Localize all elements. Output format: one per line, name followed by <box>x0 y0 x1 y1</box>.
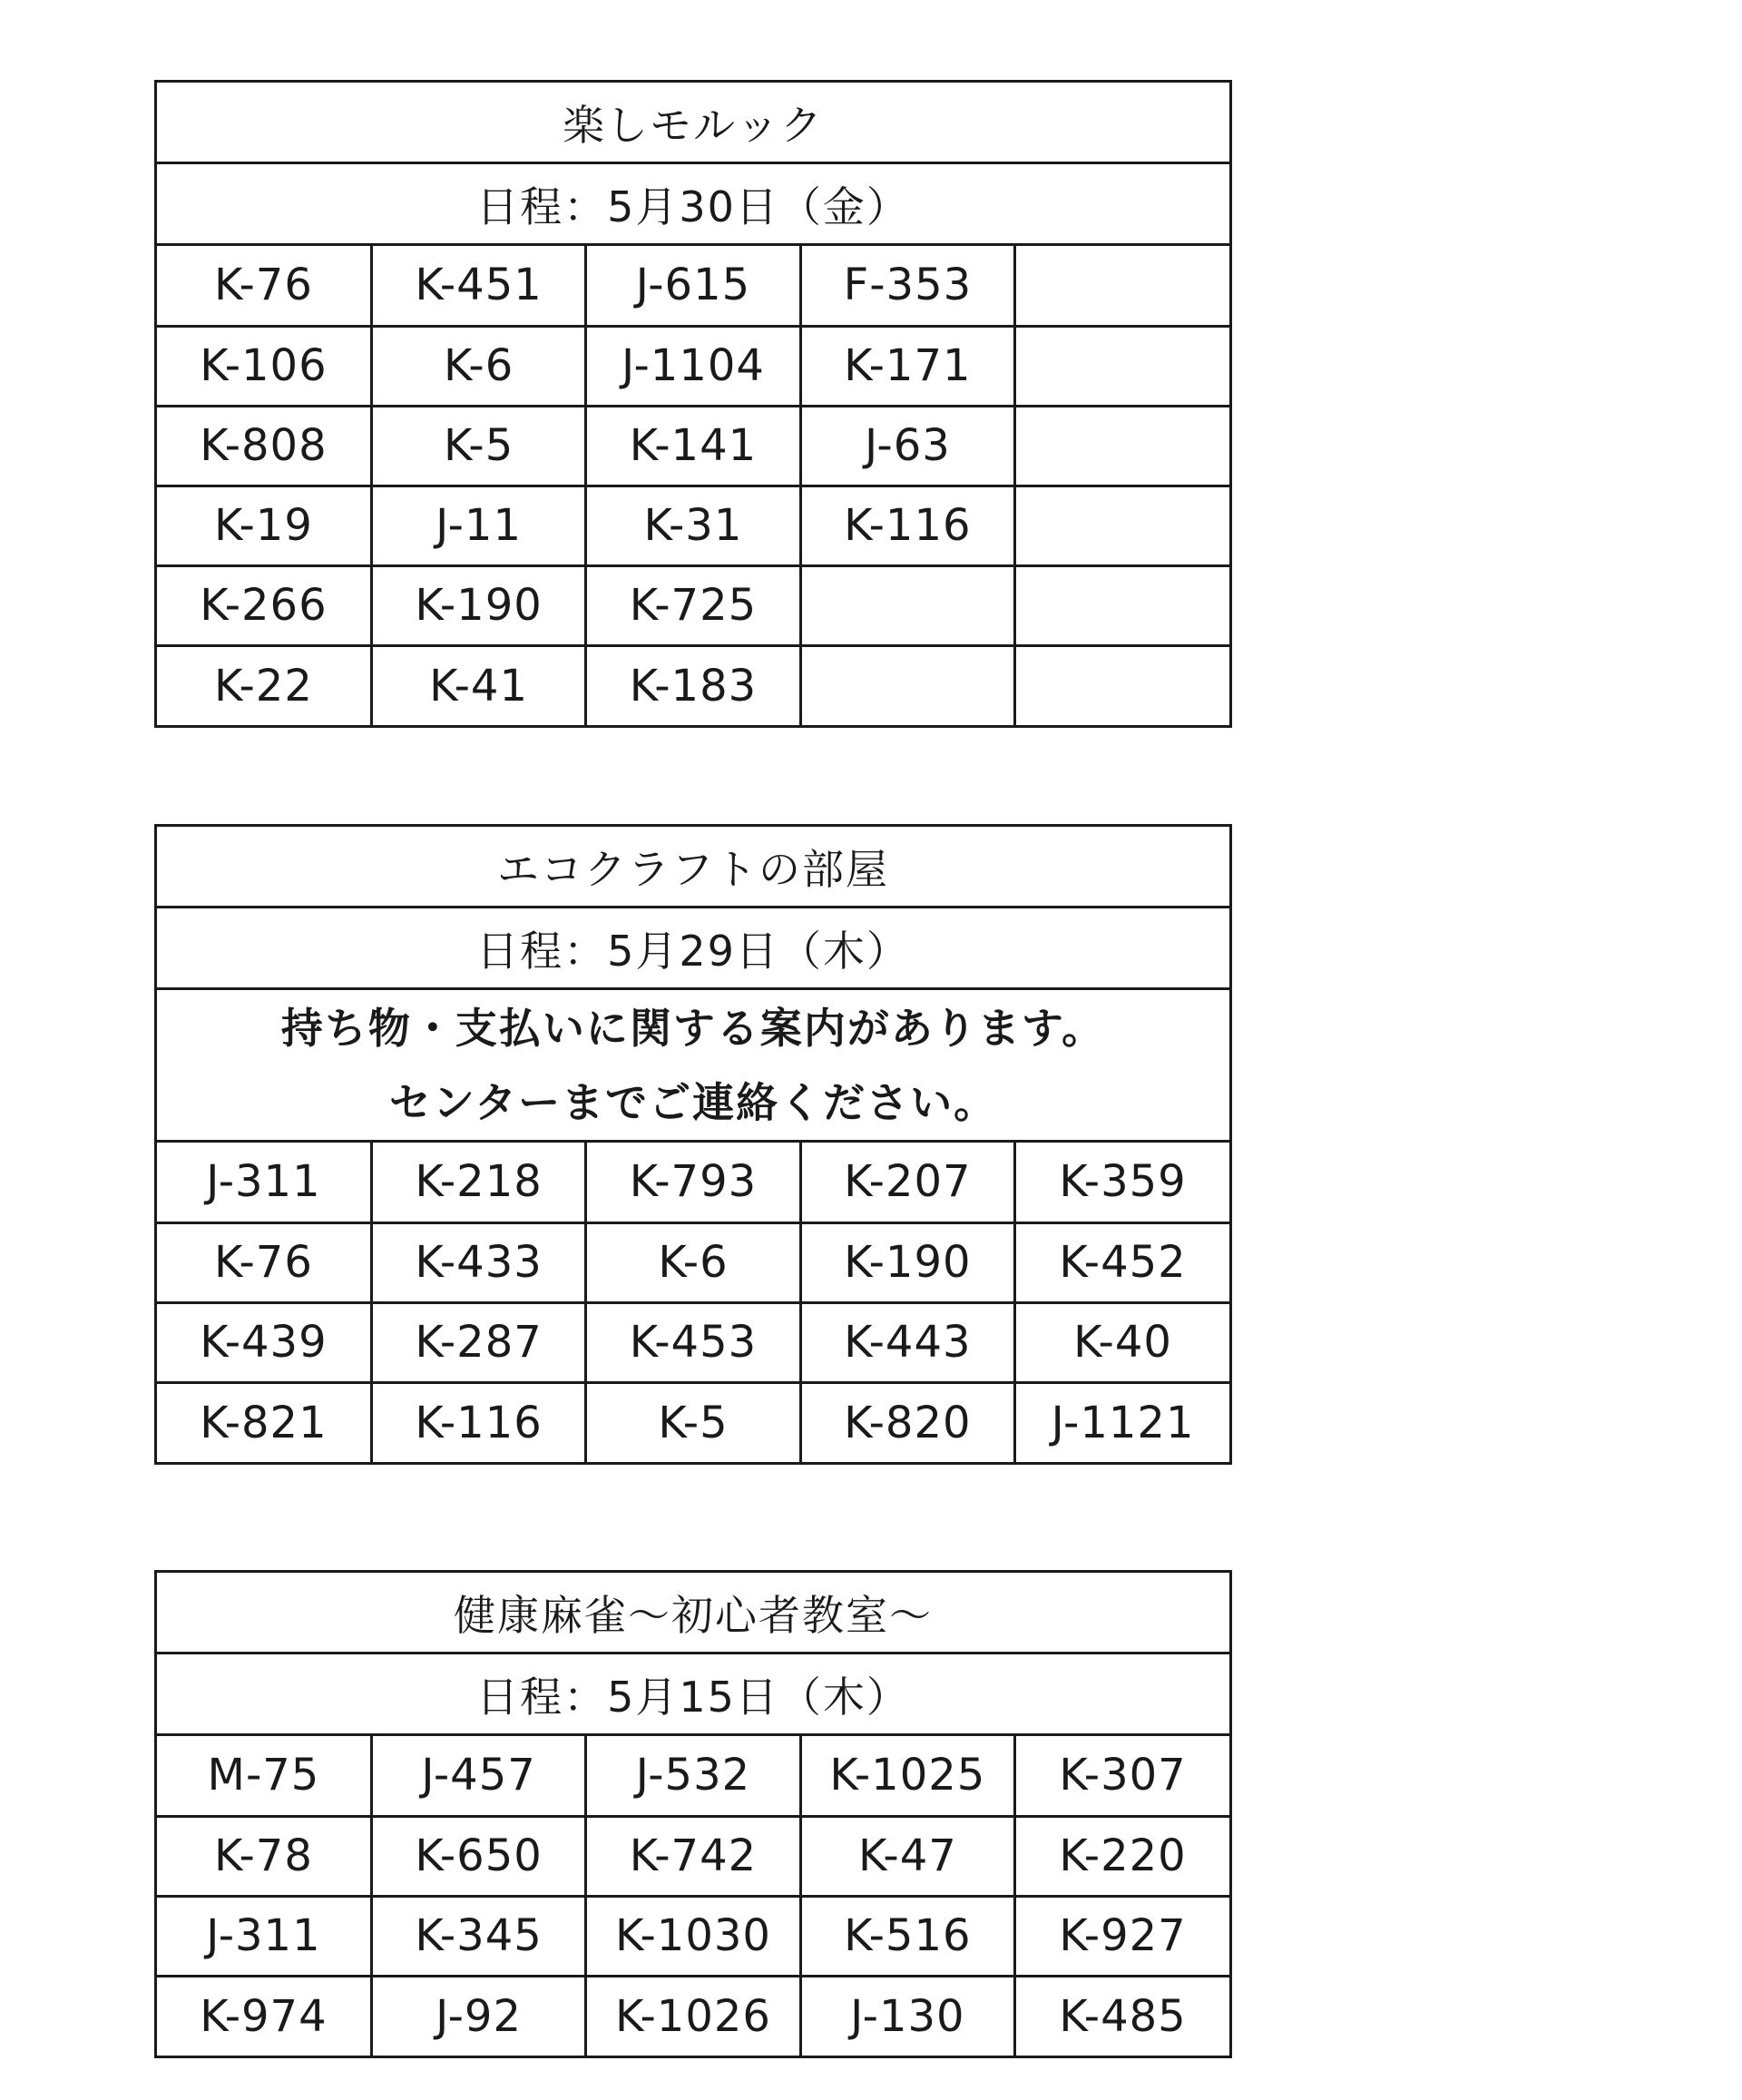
participant-code-cell: K-742 <box>586 1816 800 1896</box>
participant-code-cell: J-457 <box>371 1736 585 1816</box>
participant-code-cell: K-116 <box>800 486 1014 565</box>
participant-code-cell <box>1015 406 1229 486</box>
table-row <box>157 1736 1229 1816</box>
participant-code-cell: J-1121 <box>1051 1397 1195 1448</box>
participant-code-cell: K-345 <box>371 1896 585 1976</box>
participant-code-cell: K-439 <box>157 1302 371 1382</box>
participant-code-cell: K-76 <box>157 1222 371 1302</box>
participant-code-cell: K-443 <box>800 1302 1014 1382</box>
table-row <box>157 1896 1229 1976</box>
participant-code-cell: J-63 <box>800 406 1014 486</box>
event-table-mahjong <box>154 1570 1232 2058</box>
participant-code-cell: J-311 <box>157 1143 371 1222</box>
participant-code-cell <box>1015 645 1229 725</box>
participant-code-cell: K-927 <box>1015 1896 1229 1976</box>
participant-code-cell: K-141 <box>586 406 800 486</box>
table-row <box>157 326 1229 406</box>
participant-code-cell: K-1026 <box>586 1976 800 2056</box>
table-row <box>157 1302 1229 1382</box>
participant-code-cell: K-808 <box>157 406 371 486</box>
participant-code-cell: K-78 <box>157 1816 371 1896</box>
event-table-molkky <box>154 80 1232 728</box>
participant-code-cell <box>800 645 1014 725</box>
event-title: 楽しモルック <box>157 83 1229 164</box>
participant-code-cell: K-821 <box>157 1382 371 1462</box>
participant-code-cell: J-1104 <box>586 326 800 406</box>
participant-code-cell: K-1025 <box>800 1736 1014 1816</box>
participant-code-cell <box>1015 565 1229 645</box>
participant-code-cell: K-41 <box>371 645 585 725</box>
participant-code-cell: K-650 <box>371 1816 585 1896</box>
table-row <box>157 1222 1229 1302</box>
participant-code-cell: K-485 <box>1059 1990 1187 2042</box>
table-row <box>157 1382 1229 1462</box>
event-title: 健康麻雀～初心者教室～ <box>157 1573 1229 1654</box>
event-date: 日程：5月15日（木） <box>157 1654 1229 1736</box>
event-date: 日程：5月30日（金） <box>157 164 1229 246</box>
participant-code-cell: K-183 <box>586 645 800 725</box>
participant-code-cell: K-266 <box>157 565 371 645</box>
participant-code-cell: K-5 <box>371 406 585 486</box>
participant-code-cell: K-220 <box>1015 1816 1229 1896</box>
notice-line: 持ち物・支払いに関する案内があります。 <box>280 1003 1106 1053</box>
participant-code-cell: K-47 <box>800 1816 1014 1896</box>
table-row <box>157 645 1229 725</box>
participant-code-cell: J-130 <box>800 1976 1014 2056</box>
participant-code-cell: K-190 <box>800 1222 1014 1302</box>
participant-code-cell: K-725 <box>586 565 800 645</box>
participant-code-cell: J-11 <box>371 486 585 565</box>
table-row <box>157 246 1229 326</box>
participant-code-cell: K-190 <box>371 565 585 645</box>
participant-code-cell: K-793 <box>586 1143 800 1222</box>
participant-code-cell: K-5 <box>586 1382 800 1462</box>
participant-code-cell <box>1015 486 1229 565</box>
participant-code-cell: K-6 <box>586 1222 800 1302</box>
participant-code-cell: K-171 <box>800 326 1014 406</box>
participant-code-cell: K-820 <box>800 1382 1014 1462</box>
participant-code-cell: K-218 <box>371 1143 585 1222</box>
participant-code-cell: K-451 <box>371 246 585 326</box>
participant-code-cell: K-287 <box>371 1302 585 1382</box>
participant-code-cell: K-433 <box>371 1222 585 1302</box>
participant-code-cell <box>800 565 1014 645</box>
table-row <box>157 1143 1229 1222</box>
participant-code-cell: K-974 <box>157 1976 371 2056</box>
participant-code-cell: K-22 <box>157 645 371 725</box>
participant-code-cell: K-76 <box>157 246 371 326</box>
participant-code-cell <box>1015 246 1229 326</box>
table-row <box>157 486 1229 565</box>
participant-code-cell: M-75 <box>157 1736 371 1816</box>
participant-code-cell: K-106 <box>157 326 371 406</box>
table-row <box>157 1816 1229 1896</box>
participant-code-cell: J-615 <box>586 246 800 326</box>
event-table-eco-craft <box>154 824 1232 1465</box>
participant-code-cell: K-1030 <box>586 1896 800 1976</box>
participant-code-cell: K-453 <box>586 1302 800 1382</box>
event-title: エコクラフトの部屋 <box>157 827 1229 908</box>
participant-code-cell: K-19 <box>157 486 371 565</box>
participant-code-grid <box>157 1143 1229 1462</box>
participant-code-grid <box>157 246 1229 725</box>
participant-code-cell: K-452 <box>1015 1222 1229 1302</box>
table-row <box>157 406 1229 486</box>
event-date: 日程：5月29日（木） <box>157 908 1229 990</box>
notice-line: センターまでご連絡ください。 <box>388 1077 998 1127</box>
participant-code-cell: K-307 <box>1015 1736 1229 1816</box>
participant-code-cell: K-516 <box>800 1896 1014 1976</box>
participant-code-cell: K-40 <box>1015 1302 1229 1382</box>
participant-code-cell: K-116 <box>371 1382 585 1462</box>
participant-code-grid <box>157 1736 1229 2056</box>
participant-code-cell: K-6 <box>371 326 585 406</box>
participant-code-cell: F-353 <box>800 246 1014 326</box>
participant-code-cell: J-532 <box>586 1736 800 1816</box>
participant-code-cell <box>1015 326 1229 406</box>
table-row <box>157 565 1229 645</box>
participant-code-cell: K-207 <box>800 1143 1014 1222</box>
participant-code-cell: K-359 <box>1015 1143 1229 1222</box>
participant-code-cell: J-92 <box>371 1976 585 2056</box>
participant-code-cell: J-311 <box>157 1896 371 1976</box>
participant-code-cell: K-31 <box>586 486 800 565</box>
event-notice <box>157 990 1229 1143</box>
table-row <box>157 1976 1229 2056</box>
